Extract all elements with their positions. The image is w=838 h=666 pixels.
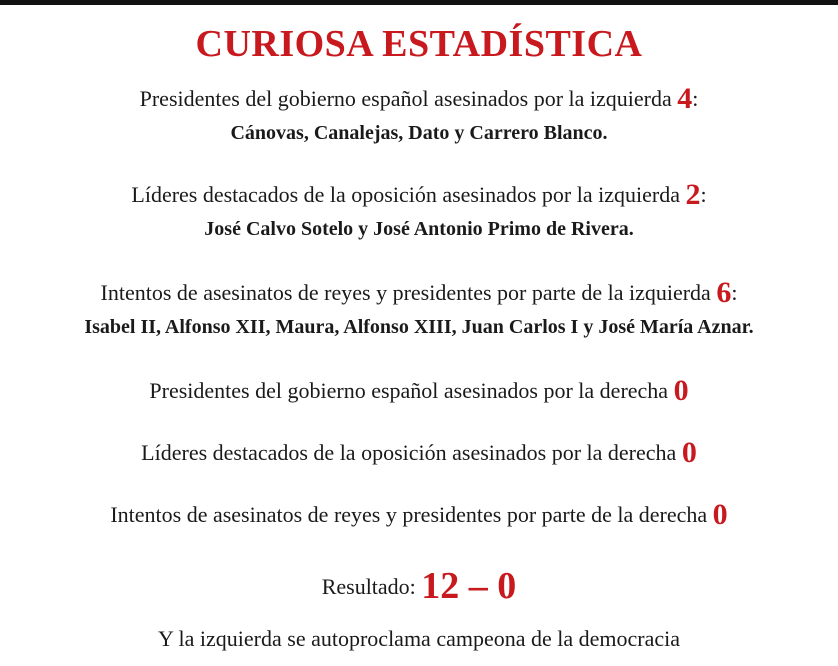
colon: : <box>700 182 707 207</box>
names-list: José Calvo Sotelo y José Antonio Primo de Rivera. <box>204 218 634 240</box>
statement-text: Líderes destacados de la oposición asesinados por la izquierda <box>131 182 680 207</box>
statement-text: Intentos de asesinatos de reyes y presidentes por parte de la derecha <box>110 502 708 527</box>
page-title: CURIOSA ESTADÍSTICA <box>195 23 643 65</box>
count-value: 6 <box>716 276 732 309</box>
count-value: 4 <box>677 82 693 115</box>
result-line <box>0 566 838 607</box>
statement-line <box>0 498 838 531</box>
statement-text: Presidentes del gobierno español asesinados por la derecha <box>149 378 669 403</box>
count-value: 0 <box>712 498 728 531</box>
count-value: 2 <box>685 178 701 211</box>
closing-statement: Y la izquierda se autoproclama campeona de la democracia <box>157 626 681 651</box>
statement-text: Presidentes del gobierno español asesinados por la izquierda <box>139 86 672 111</box>
colon: : <box>692 86 699 111</box>
top-border <box>0 0 838 5</box>
statement-line <box>0 82 838 115</box>
count-value: 0 <box>681 436 697 469</box>
names-list: Cánovas, Canalejas, Dato y Carrero Blanco. <box>230 122 608 144</box>
statement-line <box>0 276 838 309</box>
count-value: 0 <box>673 374 689 407</box>
statement-line <box>0 178 838 211</box>
colon: : <box>731 280 738 305</box>
statement-line <box>0 436 838 469</box>
statement-text: Intentos de asesinatos de reyes y presidentes por parte de la izquierda <box>100 280 711 305</box>
statement-text: Líderes destacados de la oposición asesinados por la derecha <box>141 440 677 465</box>
statement-line <box>0 374 838 407</box>
names-list: Isabel II, Alfonso XII, Maura, Alfonso XIII, Juan Carlos I y José María Aznar. <box>84 316 754 338</box>
result-label: Resultado: <box>321 574 416 599</box>
result-score: 12 – 0 <box>421 565 517 607</box>
